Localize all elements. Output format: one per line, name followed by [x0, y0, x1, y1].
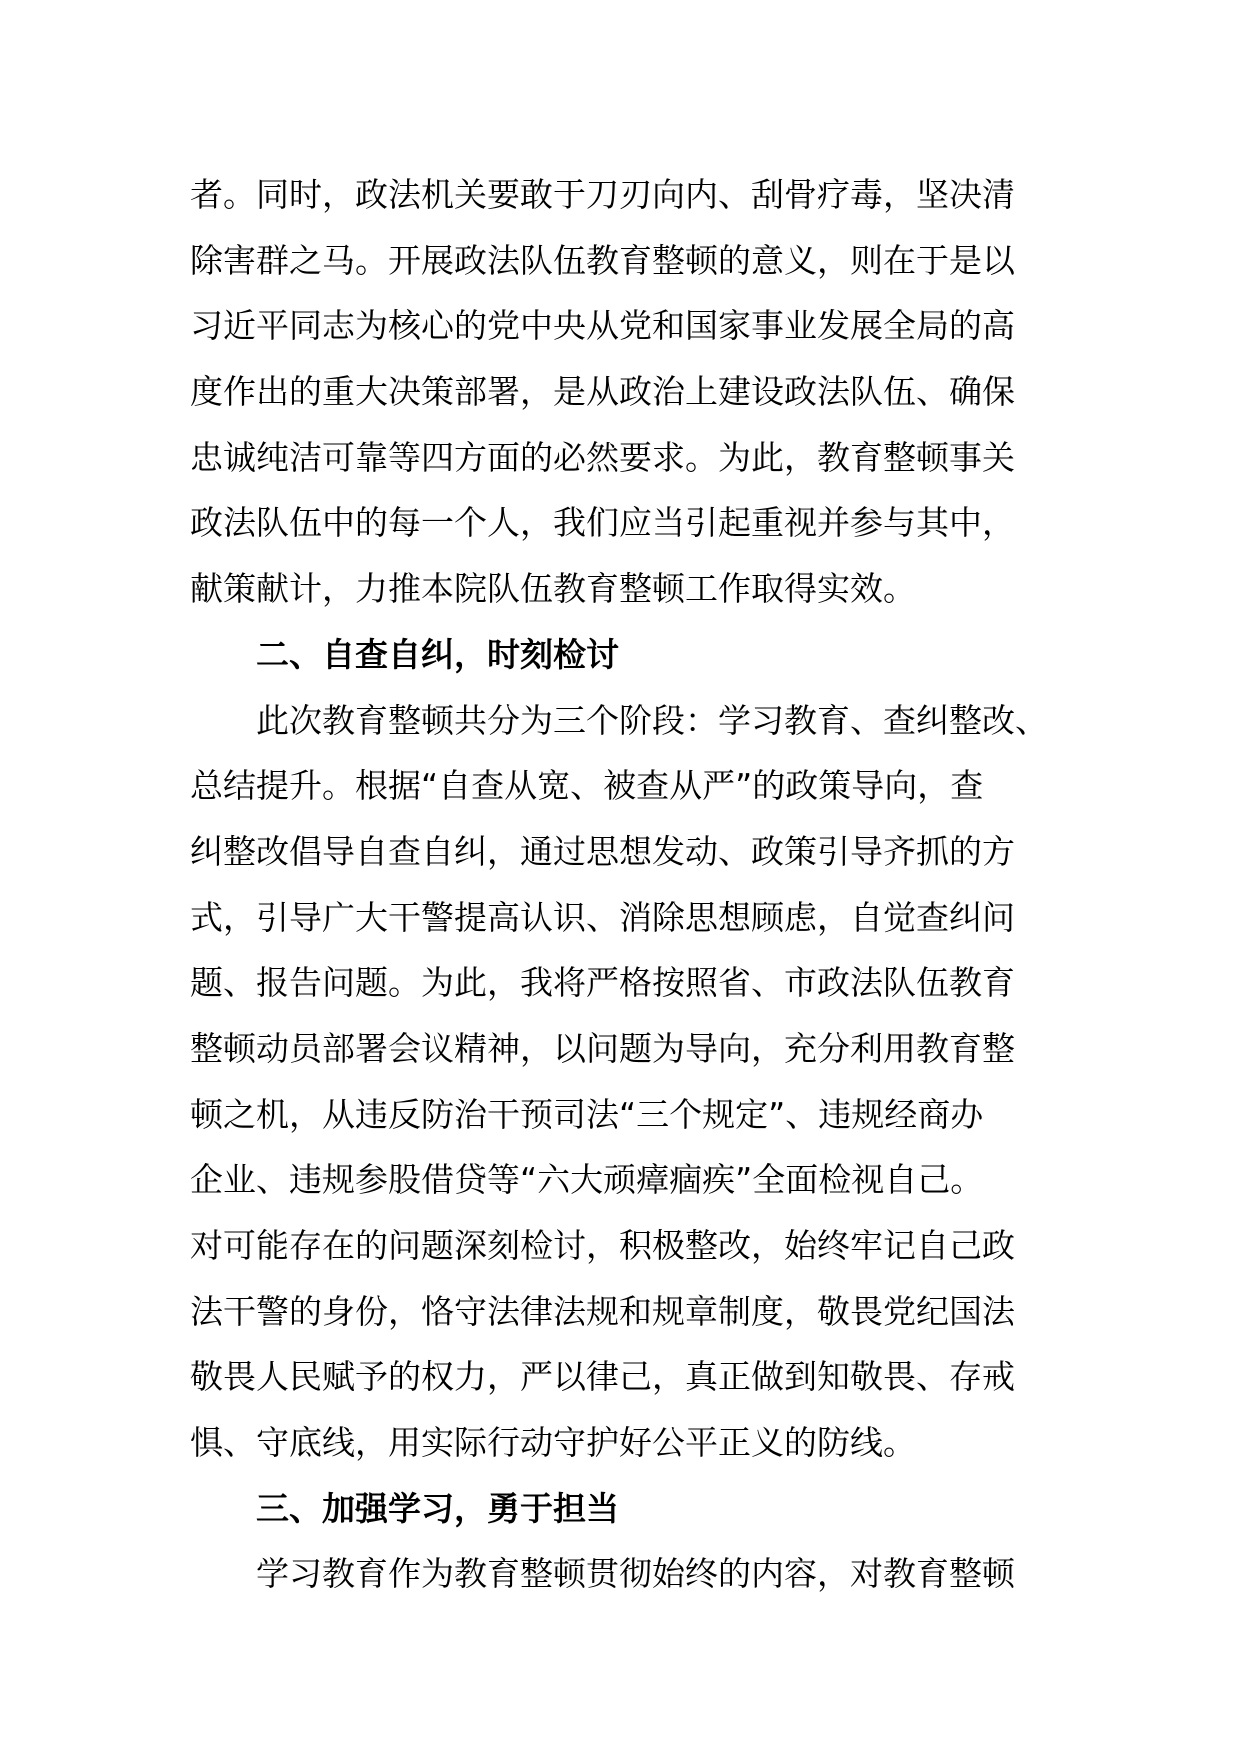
- body-line-1: 者。同时，政法机关要敢于刀刃向内、刮骨疗毒，坚决清: [190, 175, 1015, 214]
- body-line-17: 对可能存在的问题深刻检讨，积极整改，始终牢记自己政: [190, 1226, 1015, 1265]
- body-line-5: 忠诚纯洁可靠等四方面的必然要求。为此，教育整顿事关: [190, 437, 1015, 477]
- body-line-12: 式，引导广大干警提高认识、消除思想顾虑，自觉查纠问: [190, 897, 1015, 937]
- body-line-6: 政法队伍中的每一个人，我们应当引起重视并参与其中，: [190, 503, 1015, 543]
- body-line-15: 顿之机，从违反防治干预司法“三个规定”、违规经商办: [190, 1094, 984, 1134]
- body-line-2: 除害群之马。开展政法队伍教育整顿的意义，则在于是以: [190, 240, 1015, 280]
- body-line-20: 惧、守底线，用实际行动守护好公平正义的防线。: [190, 1423, 916, 1463]
- body-line-22: 学习教育作为教育整顿贯彻始终的内容，对教育整顿: [256, 1554, 1015, 1594]
- document-body: [190, 162, 1070, 1607]
- section-heading-3: 三、加强学习，勇于担当: [256, 1488, 619, 1528]
- body-line-11: 纠整改倡导自查自纠，通过思想发动、政策引导齐抓的方: [190, 831, 1015, 871]
- body-line-18: 法干警的身份，恪守法律法规和规章制度，敬畏党纪国法: [190, 1291, 1015, 1331]
- body-line-9: 此次教育整顿共分为三个阶段：学习教育、查纠整改、: [256, 700, 1048, 740]
- body-line-19: 敬畏人民赋予的权力，严以律己，真正做到知敬畏、存戒: [190, 1357, 1015, 1397]
- body-line-14: 整顿动员部署会议精神，以问题为导向，充分利用教育整: [190, 1028, 1015, 1068]
- body-line-7: 献策献计，力推本院队伍教育整顿工作取得实效。: [190, 569, 916, 609]
- body-line-16: 企业、违规参股借贷等“六大顽瘴痼疾”全面检视自己。: [190, 1160, 984, 1200]
- body-line-4: 度作出的重大决策部署，是从政治上建设政法队伍、确保: [190, 372, 1015, 412]
- section-heading-2: 二、自查自纠，时刻检讨: [256, 634, 619, 674]
- body-line-3: 习近平同志为核心的党中央从党和国家事业发展全局的高: [190, 306, 1015, 346]
- body-line-10: 总结提升。根据“自查从宽、被查从严”的政策导向，查: [190, 766, 984, 806]
- body-line-13: 题、报告问题。为此，我将严格按照省、市政法队伍教育: [190, 963, 1015, 1003]
